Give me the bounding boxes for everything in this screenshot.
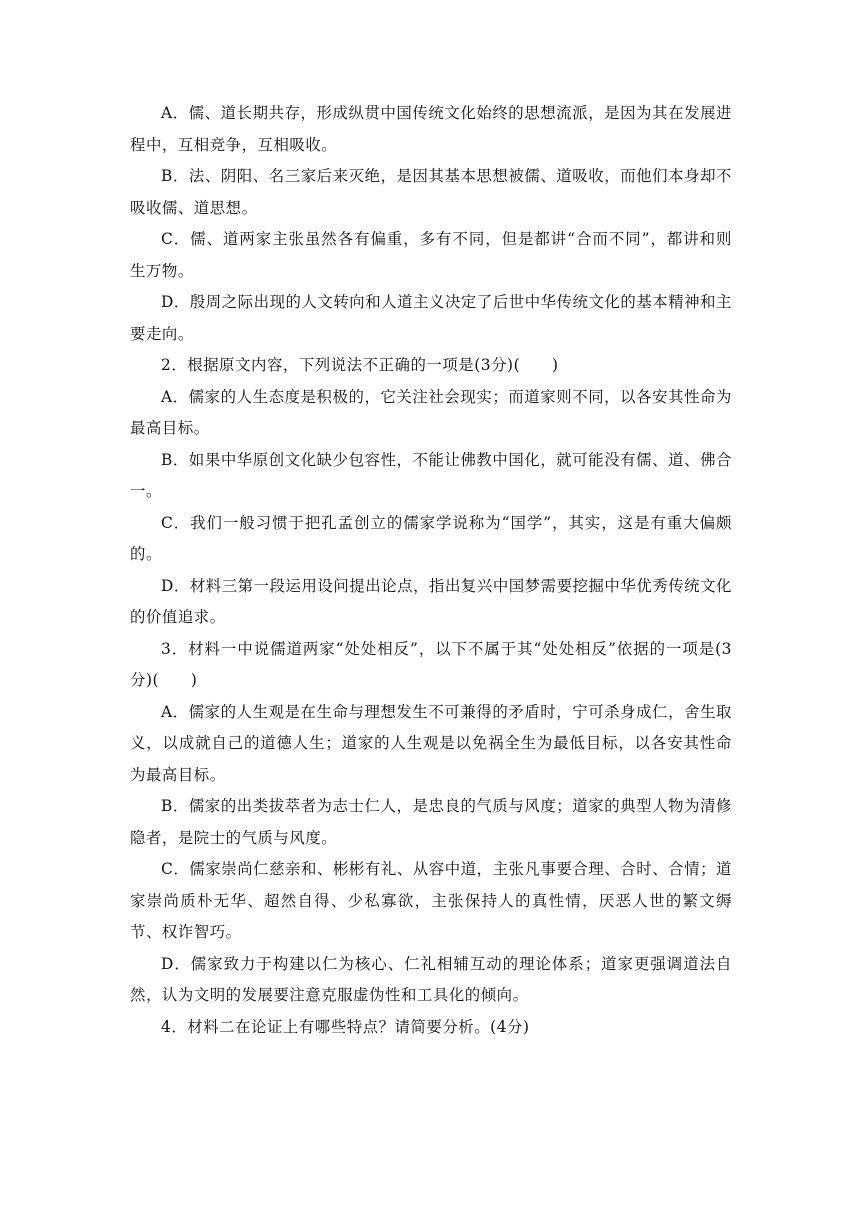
q3-option-b: B．儒家的出类拔萃者为志士仁人，是忠良的气质与风度；道家的典型人物为清修隐者，是院士的气质与风度。 — [130, 797, 732, 847]
q3-option-a: A．儒家的人生观是在生命与理想发生不可兼得的矛盾时，宁可杀身成仁，舍生取义，以成就自己的道德人生；道家的人生观是以免祸全生为最低目标，以各安其性命为最高目标。 — [130, 702, 732, 784]
question-4: 4．材料二在论证上有哪些特点？请简要分析。(4分) — [161, 1017, 530, 1036]
document-page — [130, 98, 732, 1043]
q3-option-d: D．儒家致力于构建以仁为核心、仁礼相辅互动的理论体系；道家更强调道法自然，认为文明的发展要注意克服虚伪性和工具化的倾向。 — [130, 954, 732, 1004]
q2-option-c: C．我们一般习惯于把孔孟创立的儒家学说称为“国学”，其实，这是有重大偏颇的。 — [130, 513, 732, 563]
q2-option-a: A．儒家的人生态度是积极的，它关注社会现实；而道家则不同，以各安其性命为最高目标。 — [130, 387, 732, 437]
q1-option-d: D．殷周之际出现的人文转向和人道主义决定了后世中华传统文化的基本精神和主要走向。 — [130, 293, 732, 343]
question-2: 2．根据原文内容，下列说法不正确的一项是(3分)( ) — [161, 356, 559, 374]
question-3: 3．材料一中说儒道两家“处处相反”，以下不属于其“处处相反”依据的一项是(3分)( ) — [130, 639, 732, 689]
q1-option-b: B．法、阴阳、名三家后来灭绝，是因其基本思想被儒、道吸收，而他们本身却不吸收儒、道思想。 — [130, 167, 732, 217]
q2-option-d: D．材料三第一段运用设问提出论点，指出复兴中国梦需要挖掘中华优秀传统文化的价值追求。 — [130, 576, 732, 626]
q3-option-c: C．儒家崇尚仁慈亲和、彬彬有礼、从容中道，主张凡事要合理、合时、合情；道家崇尚质朴无华、超然自得、少私寡欲，主张保持人的真性情，厌恶人世的繁文缛节、权诈智巧。 — [130, 860, 732, 941]
q2-option-b: B．如果中华原创文化缺少包容性，不能让佛教中国化，就可能没有儒、道、佛合一。 — [130, 450, 732, 500]
q1-option-c: C．儒、道两家主张虽然各有偏重，多有不同，但是都讲“合而不同”，都讲和则生万物。 — [130, 230, 732, 280]
q1-option-a: A．儒、道长期共存，形成纵贯中国传统文化始终的思想流派，是因为其在发展进程中，互相竞争，互相吸收。 — [130, 104, 732, 154]
